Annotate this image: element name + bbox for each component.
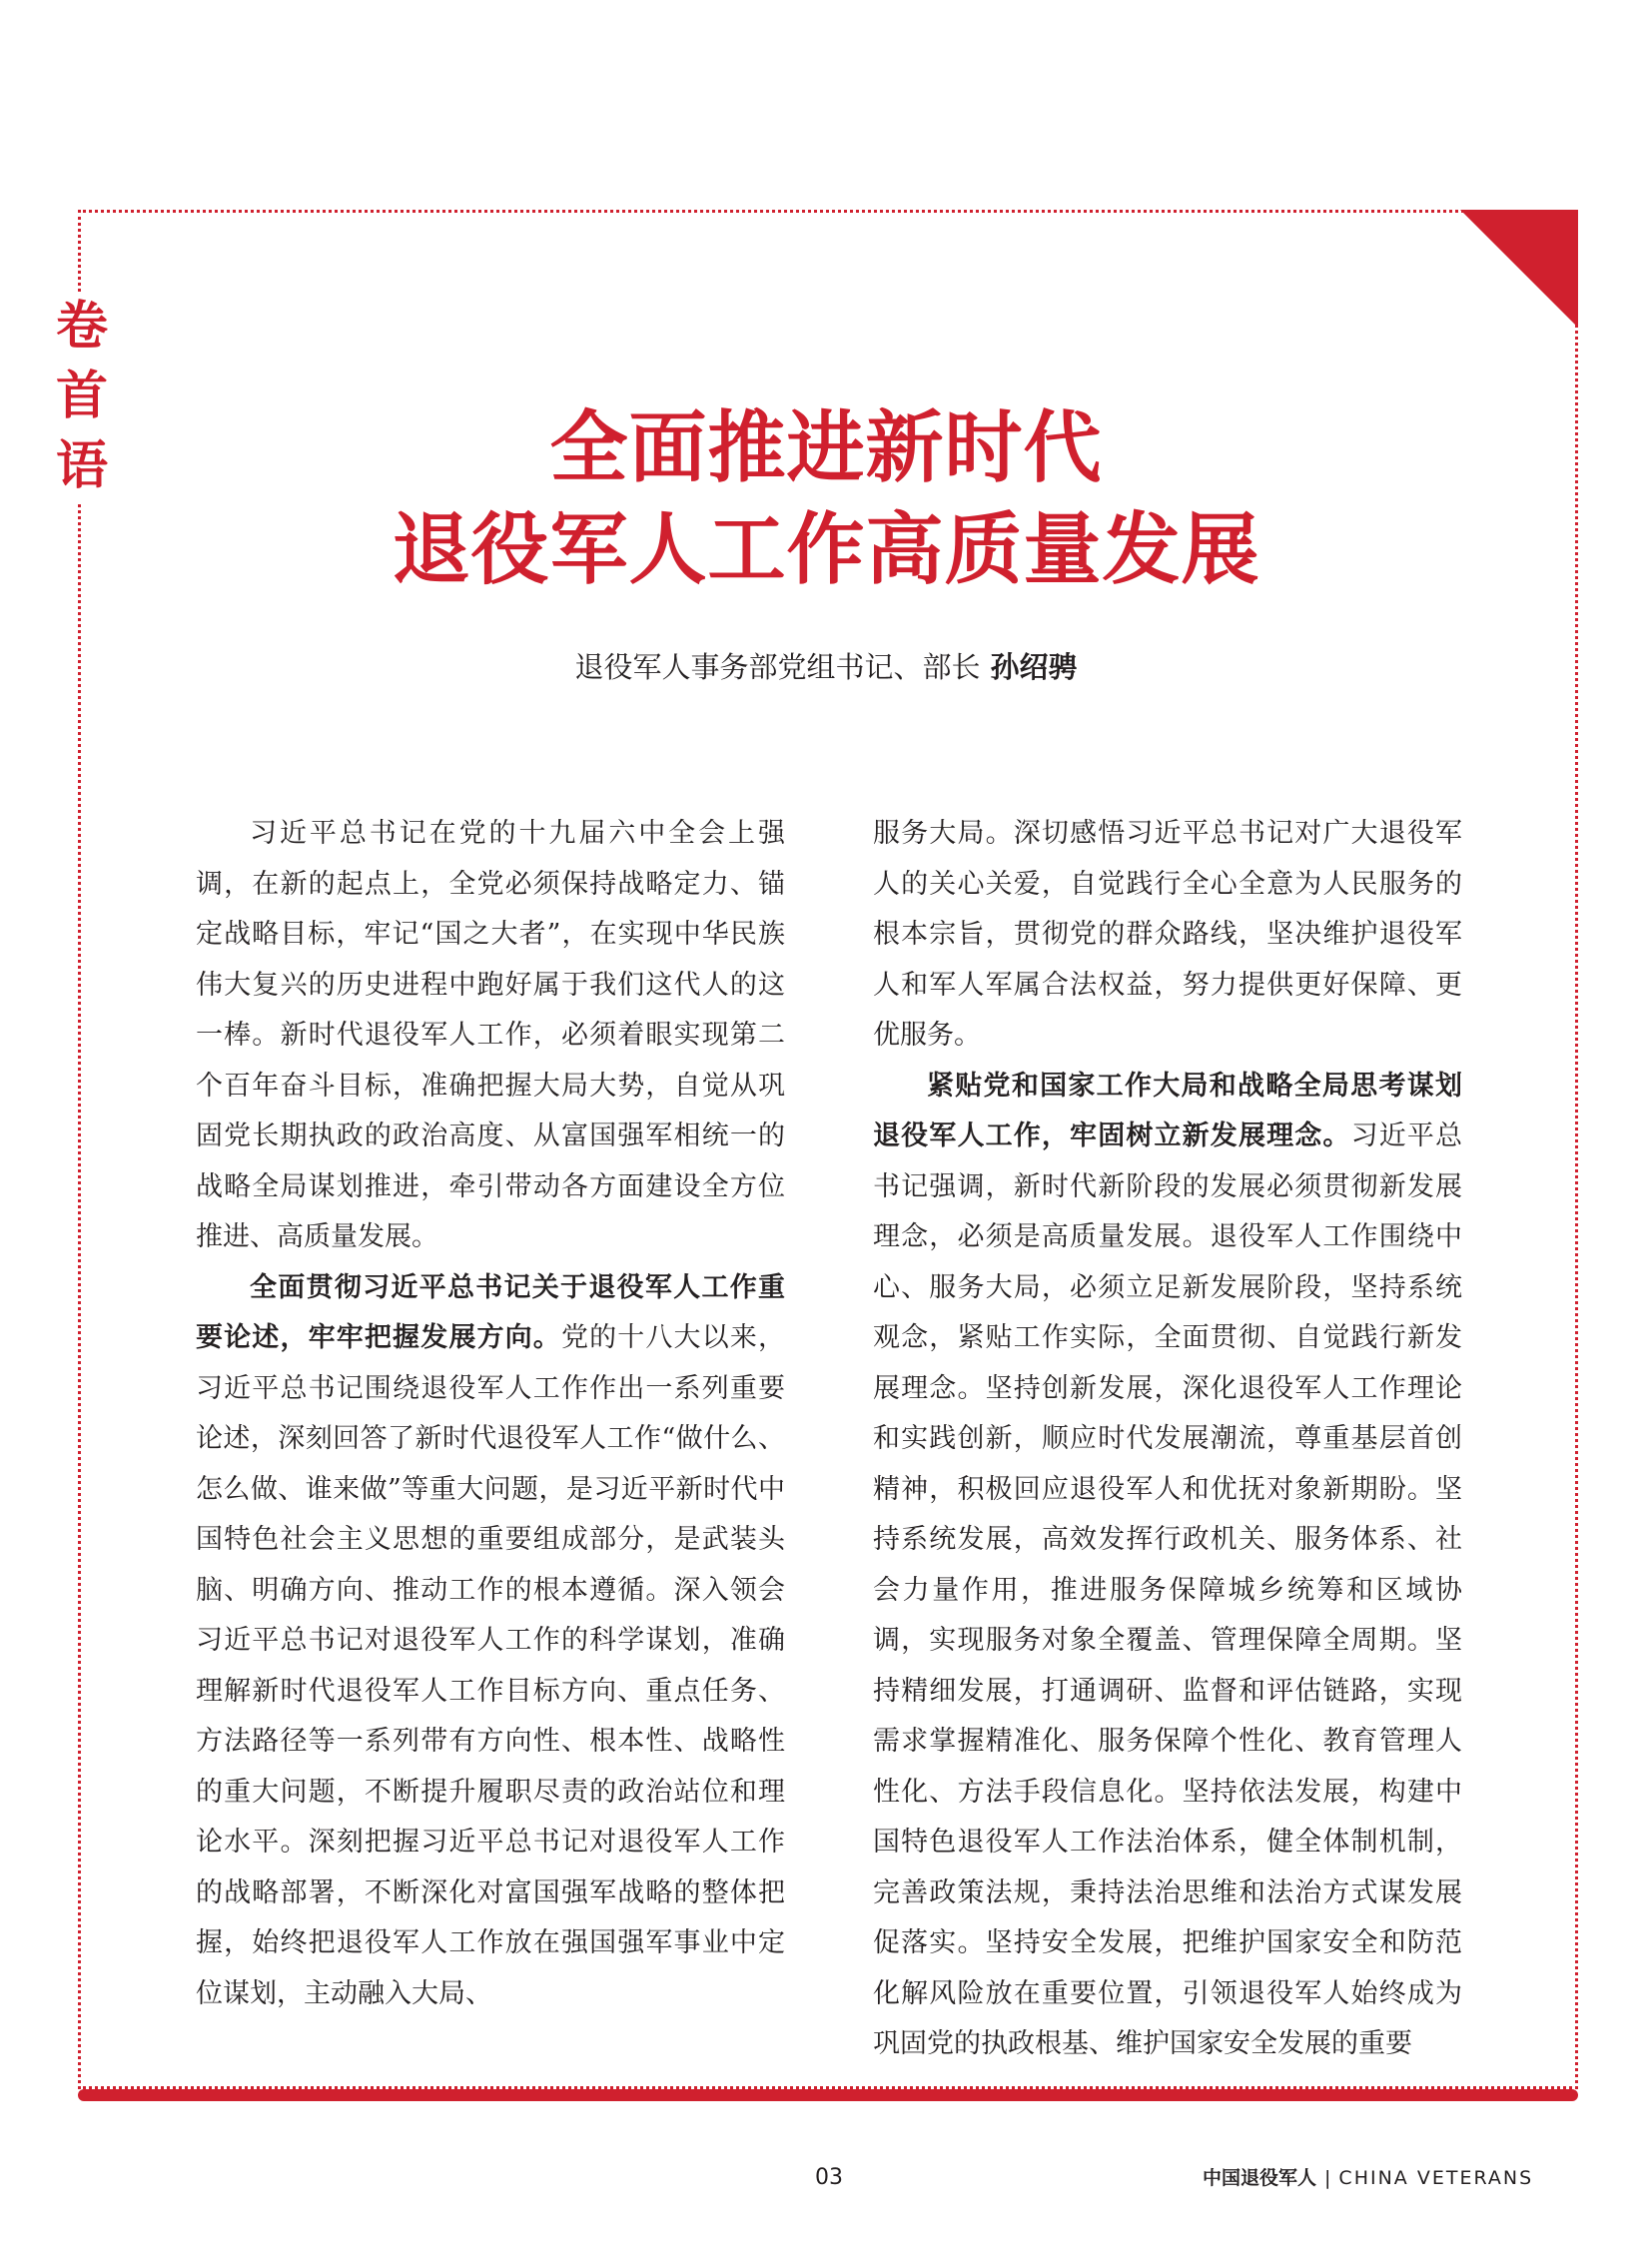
magazine-name-cn: 中国退役军人: [1203, 2167, 1317, 2189]
paragraph-lead: 紧贴党和国家工作大局和战略全局思考谋划退役军人工作，牢固树立新发展理念。: [873, 1070, 1462, 1151]
magazine-separator: |: [1324, 2167, 1331, 2189]
section-tag-char: 语: [55, 436, 108, 496]
paragraph: [873, 809, 1462, 1062]
paragraph: [196, 1263, 785, 2020]
bottom-accent-bar: [78, 2089, 1578, 2101]
section-tag-char: 首: [55, 367, 108, 426]
paragraph-text: 服务大局。深切感悟习近平总书记对广大退役军人的关心关爱，自觉践行全心全意为人民服务的根本宗旨，贯彻党的群众路线，坚决维护退役军人和军人军属合法权益，努力提供更好保障、更优服务。: [873, 818, 1462, 1051]
byline: [140, 647, 1512, 687]
paragraph-lead: 全面贯彻习近平总书记关于退役军人工作重要论述，牢牢把握发展方向。: [196, 1271, 785, 1353]
paragraph-text: 习近平总书记强调，新时代新阶段的发展必须贯彻新发展理念，必须是高质量发展。退役军人工作围绕中心、服务大局，必须立足新发展阶段，坚持系统观念，紧贴工作实际，全面贯彻、自觉践行新发展理念。坚持创新发展，深化退役军人工作理论和实践创新，顺应时代发展潮流，尊重基层首创精神，积极回应退役军人和优抚对象新期盼。坚持系统发展，高效发挥行政机关、服务体系、社会力量作用，推进服务保障城乡统筹和区域协调，实现服务对象全覆盖、管理保障全周期。坚持精细发展，打通调研、监督和评估链路，实现需求掌握精准化、服务保障个性化、教育管理人性化、方法手段信息化。坚持依法发展，构建中国特色退役军人工作法治体系，健全体制机制，完善政策法规，秉持法治思维和法治方式谋发展促落实。坚持安全发展，把维护国家安全和防范化解风险放在重要位置，引领退役军人始终成为巩固党的执政根基、维护国家安全发展的重要: [873, 1121, 1463, 2059]
paragraph-text: 习近平总书记在党的十九届六中全会上强调，在新的起点上，全党必须保持战略定力、锚定战略目标，牢记“国之大者”，在实现中华民族伟大复兴的历史进程中跑好属于我们这代人的这一棒。新时代退役军人工作，必须着眼实现第二个百年奋斗目标，准确把握大局大势，自觉从巩固党长期执政的政治高度、从富国强军相统一的战略全局谋划推进，牵引带动各方面建设全方位推进、高质量发展。: [196, 818, 785, 1252]
paragraph-text: 党的十八大以来，习近平总书记围绕退役军人工作作出一系列重要论述，深刻回答了新时代退役军人工作“做什么、怎么做、谁来做”等重大问题，是习近平新时代中国特色社会主义思想的重要组成部分，是武装头脑、明确方向、推动工作的根本遵循。深入领会习近平总书记对退役军人工作的科学谋划，准确理解新时代退役军人工作目标方向、重点任务、方法路径等一系列带有方向性、根本性、战略性的重大问题，不断提升履职尽责的政治站位和理论水平。深刻把握习近平总书记对退役军人工作的战略部署，不断深化对富国强军战略的整体把握，始终把退役军人工作放在强国强军事业中定位谋划，主动融入大局、: [196, 1322, 786, 2009]
article-title: [140, 397, 1512, 601]
title-line: 退役军人工作高质量发展: [392, 505, 1260, 595]
section-tag-char: 卷: [55, 297, 108, 357]
right-column: [873, 809, 1462, 2070]
magazine-name-en: CHINA VETERANS: [1338, 2167, 1534, 2189]
author-name: 孙绍骋: [990, 650, 1078, 684]
section-tag: [52, 292, 112, 503]
paragraph: [196, 809, 785, 1263]
magazine-name: [1203, 2163, 1533, 2190]
left-column: [196, 809, 785, 2019]
page-number: 03: [815, 2165, 843, 2190]
author-role: 退役军人事务部党组书记、部长: [574, 650, 981, 684]
title-line: 全面推进新时代: [549, 403, 1103, 493]
paragraph: [873, 1062, 1462, 2070]
corner-triangle-decoration: [1460, 210, 1578, 328]
